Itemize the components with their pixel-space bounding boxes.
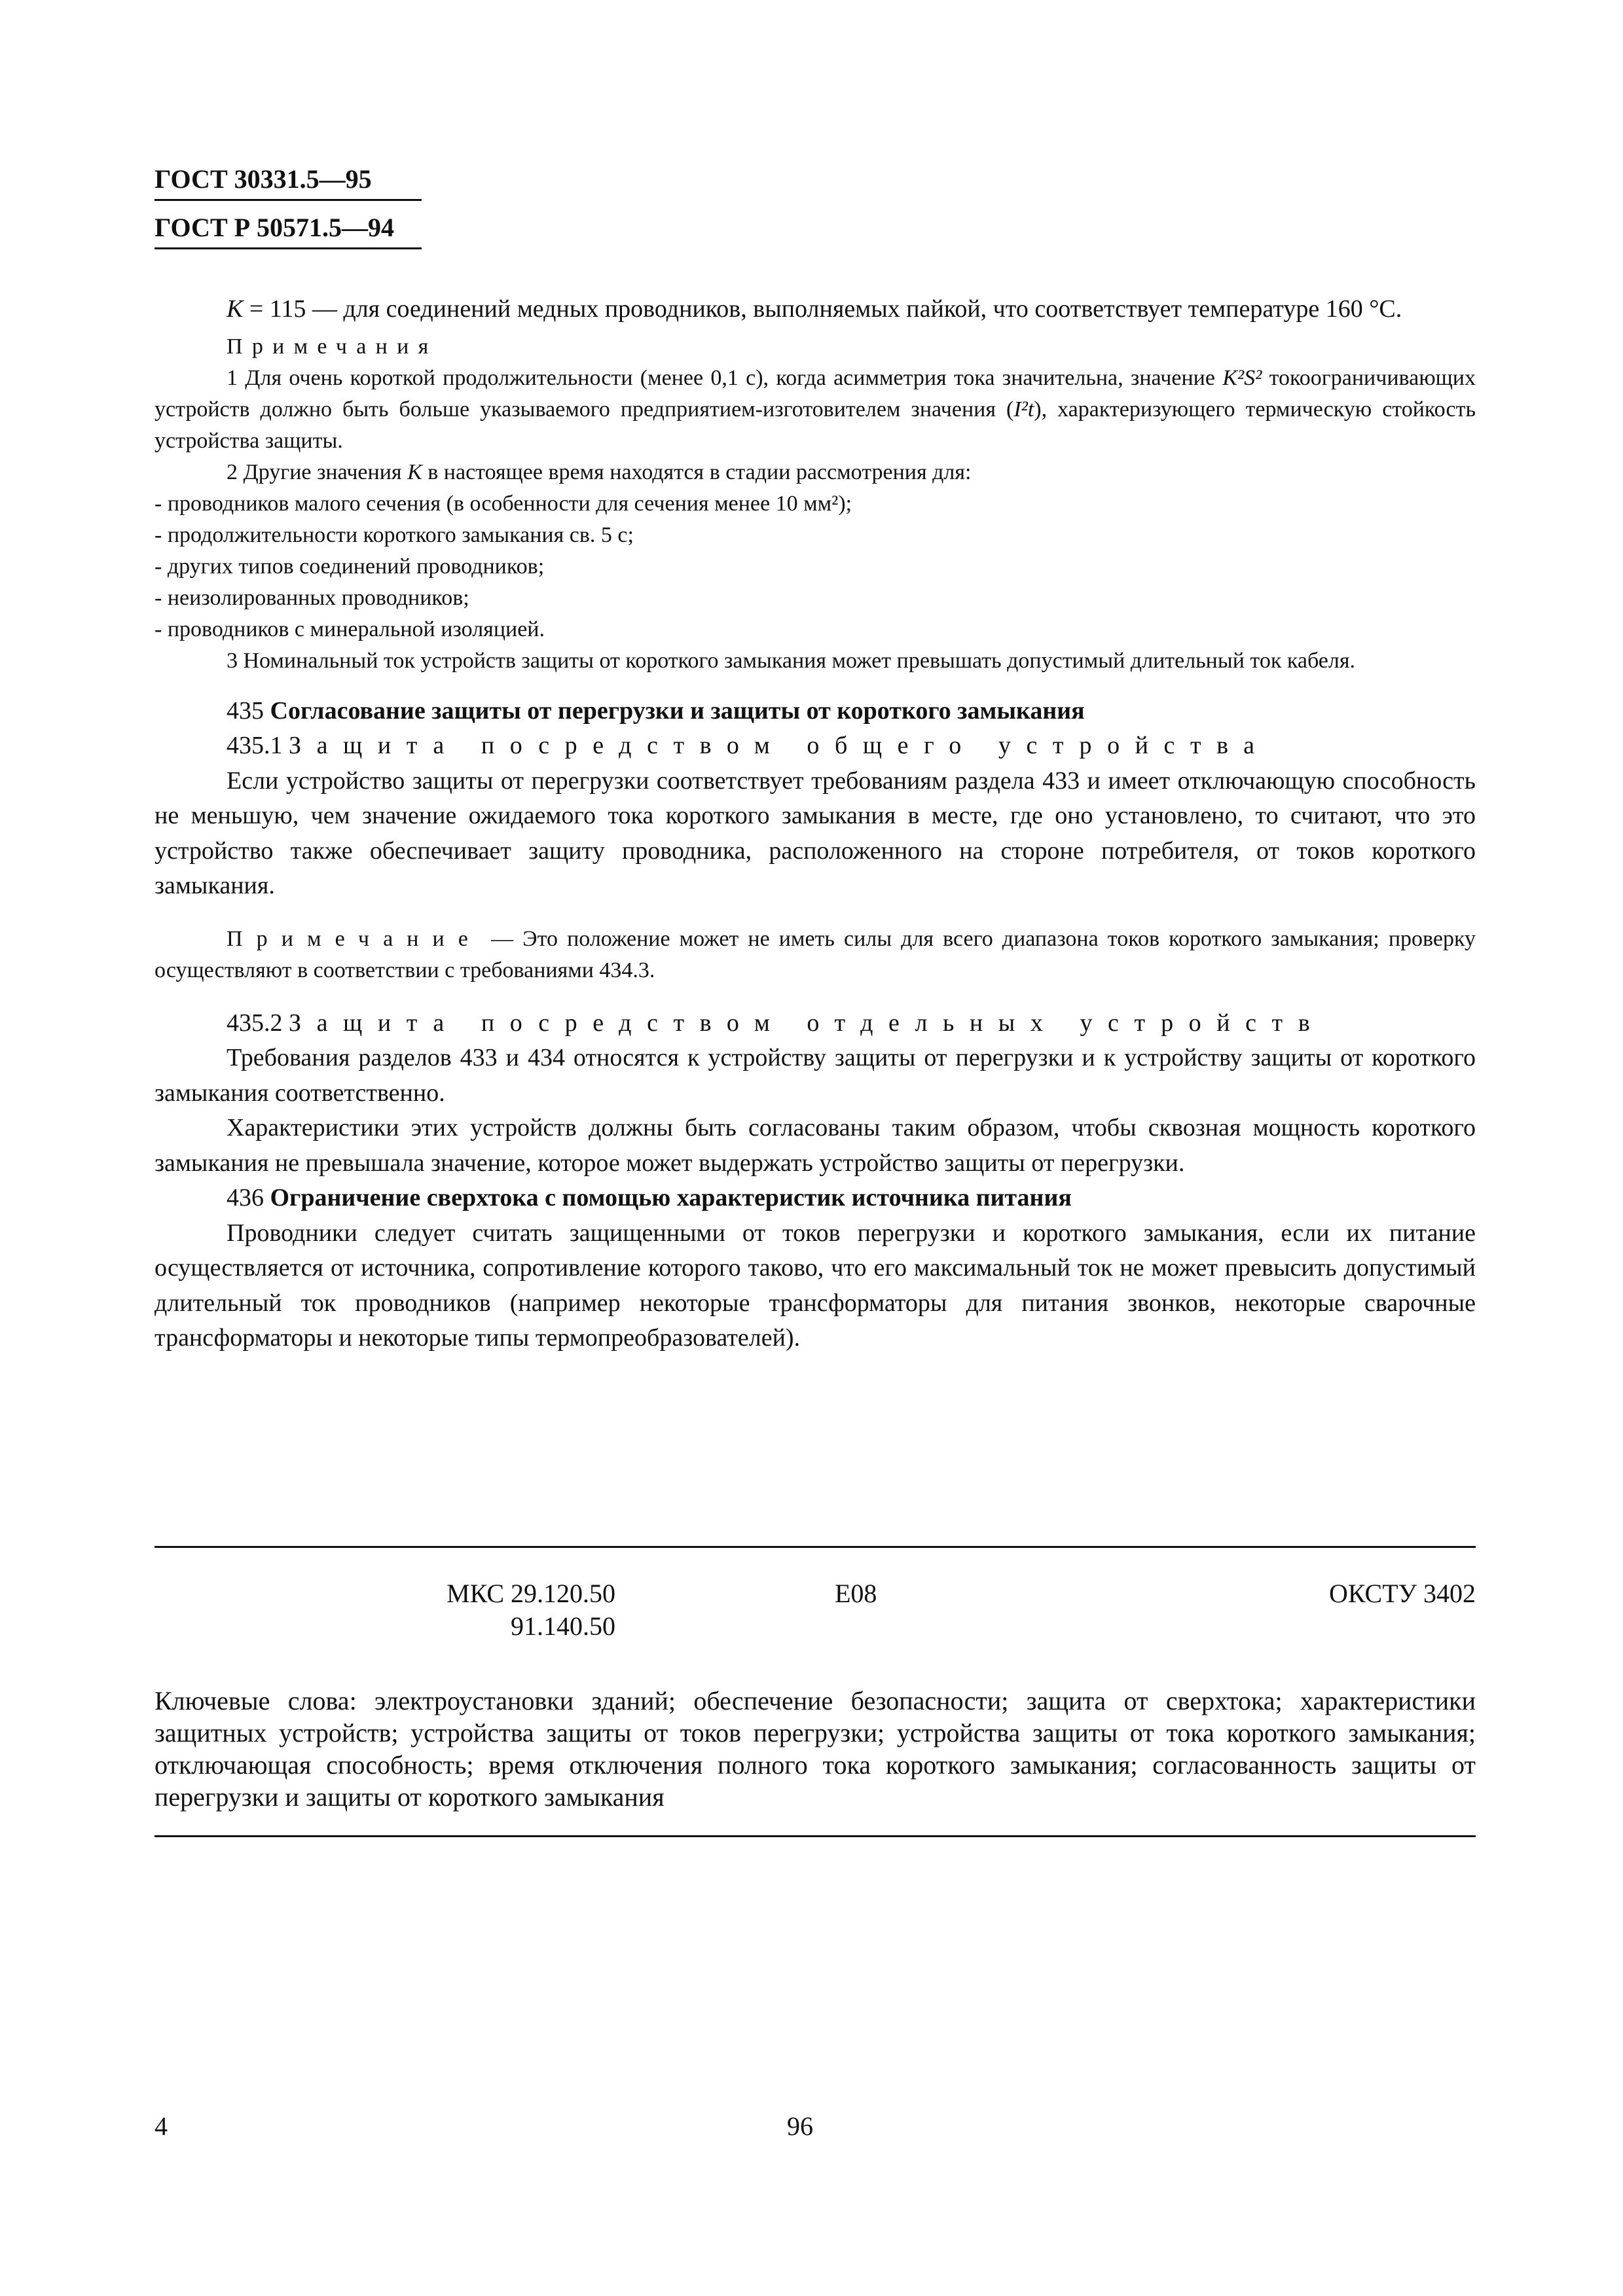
list-item: - продолжительности короткого замыкания св. 5 с; [155, 522, 634, 547]
section-4351-number: 435.1 [227, 732, 289, 759]
footer-top-rule [155, 1546, 1476, 1548]
note-2-part-a: 2 Другие значения [227, 459, 408, 484]
note-435 [155, 924, 1476, 986]
section-435-number: 435 [227, 696, 270, 725]
note-2-part-b: в настоящее время находятся в стадии рассмотрения для: [422, 459, 972, 484]
list-item: - других типов соединений проводников; [155, 554, 545, 579]
section-4352-heading [155, 1006, 1476, 1041]
keywords: Ключевые слова: электроустановки зданий; обеспечение безопасности; защита от сверхтока; характеристики защитных устройств; устройства защиты от токов перегрузки; устройства защиты от тока короткого замыкания; отключающая способность; время отключения полного тока короткого замыкания; согласованность защиты от перегрузки и защиты от короткого замыкания [155, 1686, 1476, 1812]
section-4352-paragraph-2: Характеристики этих устройств должны быть согласованы таким образом, чтобы сквозная мощность короткого замыкания не превышала значение, которое может выдержать устройство защиты от перегрузки. [155, 1114, 1476, 1177]
section-436-number: 436 [227, 1184, 270, 1211]
page-number-left: 4 [155, 2111, 168, 2141]
section-435-heading [155, 694, 1476, 729]
note-1-part-c: ), характеризующего термическую стойкость устройства защиты. [155, 397, 1476, 453]
standard-code-2: ГОСТ Р 50571.5—94 [155, 213, 395, 242]
k-symbol: K [227, 295, 244, 323]
standard-code-1: ГОСТ 30331.5—95 [155, 164, 372, 194]
list-item: - проводников малого сечения (в особенности для сечения менее 10 мм²); [155, 491, 852, 516]
okstu-code: ОКСТУ 3402 [1328, 1579, 1476, 1608]
note-1-symbol: K²S² [1222, 365, 1262, 390]
list-item: - проводников с минеральной изоляцией. [155, 617, 545, 641]
note-2 [155, 457, 1476, 488]
note-2-symbol: K [407, 459, 422, 484]
section-4352-number: 435.2 [227, 1009, 289, 1037]
section-435-title: Согласование защиты от перегрузки и защиты от короткого замыкания [270, 696, 1085, 725]
note-435-label: Примечание [227, 926, 482, 951]
document-body [155, 292, 1476, 1356]
section-4351-text: Если устройство защиты от перегрузки соответствует требованиям раздела 433 и имеет отключающую способность не меньшую, чем значение ожидаемого тока короткого замыкания в месте, где оно установлено, то считают, что это устройство также обеспечивает защиту проводника, расположенного на стороне потребителя, от токов короткого замыкания. [155, 766, 1476, 899]
page-number-center: 96 [787, 2111, 813, 2141]
section-436-heading [155, 1181, 1476, 1216]
footer-bottom-rule [155, 1835, 1476, 1837]
note-435-text: — Это положение может не иметь силы для всего диапазона токов короткого замыкания; проверку осуществляют в соответствии с требованиями 434.3. [155, 926, 1476, 982]
notes-title: Примечания [227, 334, 438, 359]
mks-code-1: МКС 29.120.50 [447, 1579, 615, 1608]
section-4351-heading [155, 728, 1476, 764]
note-3: 3 Номинальный ток устройств защиты от короткого замыкания может превышать допустимый длительный ток кабеля. [227, 648, 1355, 673]
section-4352-title: Защита посредством отдельных устройств [289, 1009, 1326, 1037]
note-1-part-a: 1 Для очень короткой продолжительности (менее 0,1 с), когда асимметрия тока значительна, значение [227, 365, 1223, 390]
k115-text: = 115 — для соединений медных проводников, выполняемых пайкой, что соответствует температуре 160 °С. [243, 295, 1402, 323]
mks-codes [419, 1577, 615, 1643]
header-rule-1 [155, 199, 422, 201]
note-1-symbol-2: I²t [1013, 397, 1034, 422]
section-4351-title: Защита посредством общего устройства [289, 732, 1270, 759]
mks-code-2: 91.140.50 [511, 1611, 615, 1641]
section-436-text: Проводники следует считать защищенными от токов перегрузки и короткого замыкания, если их питание осуществляется от источника, сопротивление которого таково, что его максимальный ток не может превысить допустимый длительный ток проводников (например некоторые трансформаторы для питания звонков, некоторые сварочные трансформаторы и некоторые типы термопреобразователей). [155, 1219, 1476, 1352]
list-item: - неизолированных проводников; [155, 585, 469, 610]
classification-code: Е08 [835, 1579, 877, 1608]
note-1-part-b: токоограничивающих устройств должно быть больше указываемого предприятием-изготовителем значения ( [155, 365, 1476, 422]
k115-paragraph [155, 292, 1476, 327]
note-1 [155, 363, 1476, 457]
section-436-title: Ограничение сверхтока с помощью характеристик источника питания [270, 1184, 1072, 1211]
section-4352-paragraph-1: Требования разделов 433 и 434 относятся к устройству защиты от перегрузки и к устройству защиты от короткого замыкания соответственно. [155, 1044, 1476, 1107]
header-rule-2 [155, 247, 422, 249]
